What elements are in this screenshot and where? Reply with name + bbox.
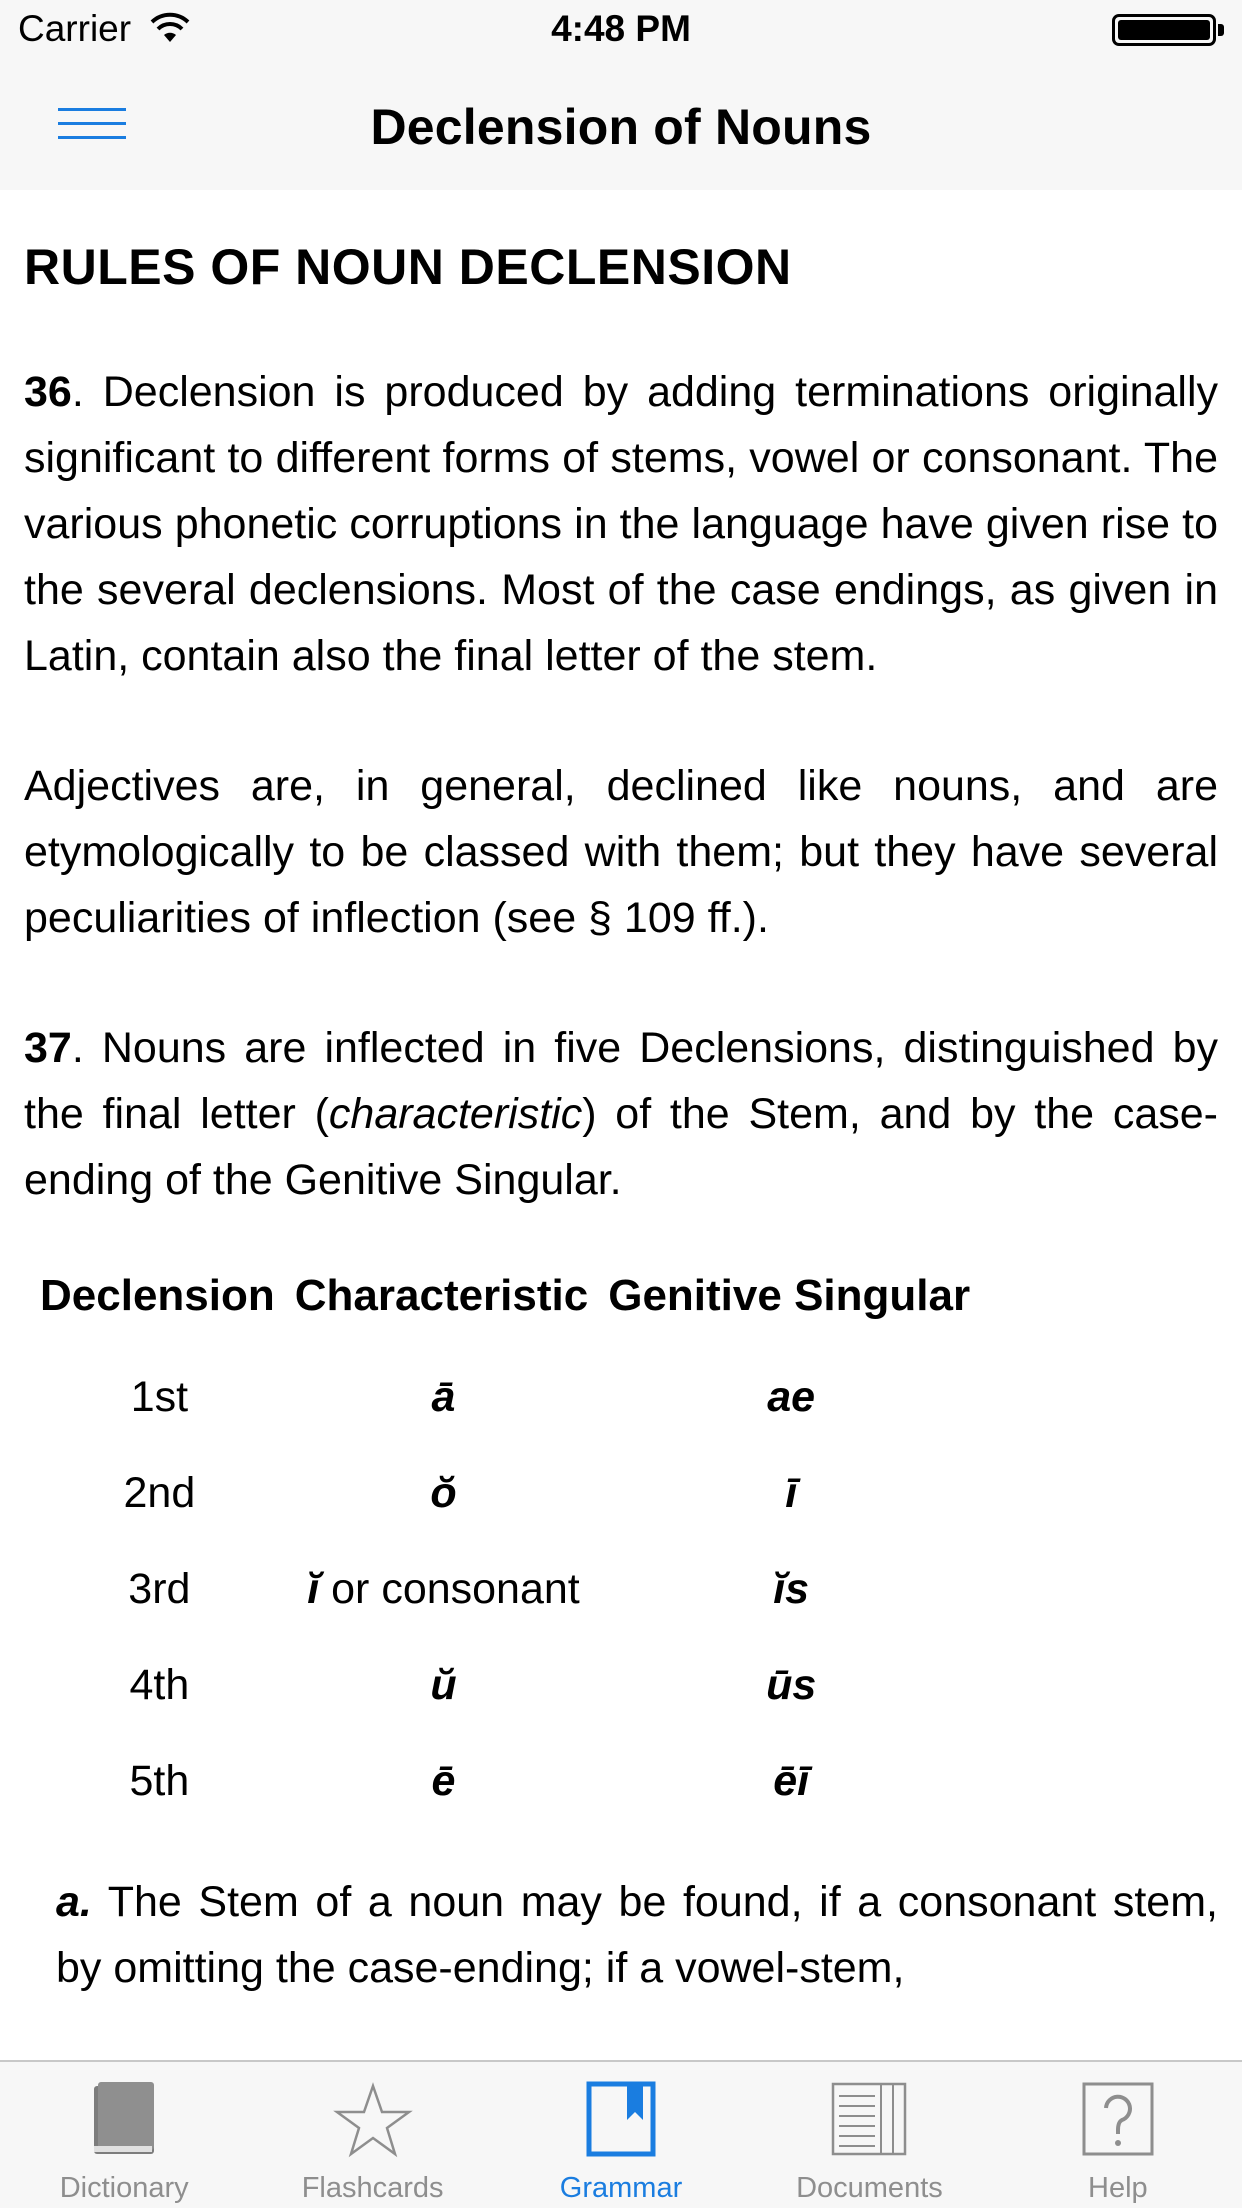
paragraph-36: [24, 359, 1218, 689]
star-icon: [333, 2080, 413, 2158]
tab-documents[interactable]: [745, 2062, 993, 2208]
declension-cell: 2nd: [123, 1468, 196, 1517]
note-text: The Stem of a noun may be found, if a consonant stem, by omitting the case-ending; if a vowel-stem,: [56, 1878, 1218, 1992]
table-row: [32, 1445, 982, 1541]
characteristic-cell: ŭ: [430, 1660, 457, 1709]
declension-cell: 3rd: [128, 1564, 191, 1613]
characteristic-cell: ŏ: [430, 1468, 457, 1517]
note-a: [24, 1869, 1218, 2001]
table-row: [32, 1733, 982, 1829]
table-row: [32, 1541, 982, 1637]
status-time: 4:48 PM: [551, 8, 691, 49]
genitive-cell: ae: [767, 1372, 816, 1421]
column-header-declension: Declension: [40, 1271, 275, 1320]
documents-icon: [829, 2080, 909, 2158]
tab-grammar[interactable]: [497, 2062, 745, 2208]
paragraph-adjectives: Adjectives are, in general, declined like nouns, and are etymologically to be classed with them; but they have several peculiarities of inflection (see § 109 ff.).: [24, 762, 1218, 942]
declension-cell: 4th: [129, 1660, 190, 1709]
bookmark-book-icon: [581, 2080, 661, 2158]
genitive-cell: ūs: [766, 1660, 817, 1709]
book-icon: [84, 2080, 164, 2158]
tab-label: Documents: [796, 2172, 943, 2204]
table-row: [32, 1637, 982, 1733]
tab-dictionary[interactable]: [0, 2062, 248, 2208]
paragraph-text: . Nouns are inflected in five Declensions, distinguished by the final letter (: [24, 1024, 1218, 1138]
declension-cell: 1st: [130, 1372, 189, 1421]
question-mark-icon: [1078, 2080, 1158, 2158]
page-title: Declension of Nouns: [370, 99, 872, 155]
paragraph-37: [24, 1015, 1218, 1213]
carrier-label: Carrier: [18, 8, 132, 49]
declension-cell: 5th: [129, 1756, 190, 1805]
tab-label: Flashcards: [301, 2172, 444, 2204]
battery-icon: [1112, 14, 1224, 46]
note-label: a.: [56, 1878, 92, 1926]
tab-label: Grammar: [559, 2172, 683, 2204]
tab-flashcards[interactable]: [248, 2062, 496, 2208]
column-header-characteristic: Characteristic: [294, 1271, 589, 1320]
paragraph-number: 37: [24, 1024, 72, 1072]
column-header-genitive: Genitive Singular: [608, 1271, 971, 1320]
characteristic-cell: ē: [431, 1756, 456, 1805]
paragraph-text: . Declension is produced by adding terminations originally significant to different forms of stems, vowel or consonant. The various phonetic corruptions in the language have given rise to the several declensions. Most of the case endings, as given in Latin, contain also the final letter of the stem.: [24, 368, 1218, 680]
declension-table: [32, 1271, 982, 1829]
paragraph-number: 36: [24, 368, 72, 416]
tab-label: Dictionary: [59, 2172, 189, 2204]
grammar-content[interactable]: [24, 190, 1218, 2060]
tab-help[interactable]: [994, 2062, 1242, 2208]
characteristic-cell: ĭ or consonant: [307, 1564, 580, 1613]
genitive-cell: ī: [785, 1468, 798, 1517]
tab-bar: [0, 2060, 1242, 2208]
table-row: [32, 1349, 982, 1445]
paragraph-italic-term: characteristic: [328, 1090, 583, 1138]
characteristic-cell: ā: [431, 1372, 456, 1421]
status-bar: [0, 0, 1242, 60]
genitive-cell: ĭs: [773, 1564, 810, 1613]
section-title: RULES OF NOUN DECLENSION: [24, 239, 792, 295]
paragraph-text: ) of the Stem, and by the case-ending of the Genitive Singular.: [24, 1090, 1218, 1204]
navigation-bar: [0, 60, 1242, 190]
table-header-row: [32, 1271, 982, 1349]
genitive-cell: ēī: [773, 1756, 810, 1805]
tab-label: Help: [1088, 2172, 1148, 2204]
